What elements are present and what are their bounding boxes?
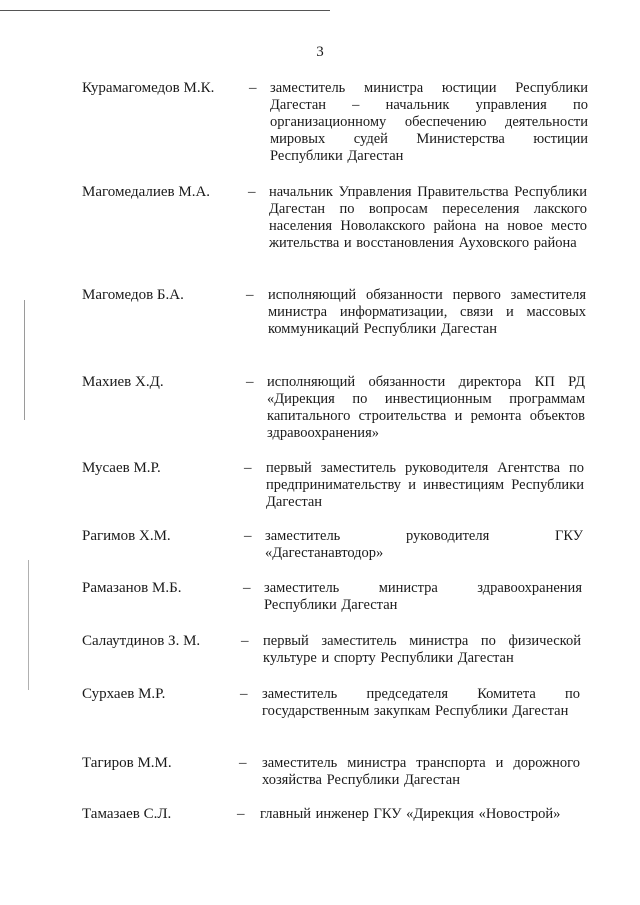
separator-dash: – xyxy=(248,184,256,200)
position-description: заместитель руководителя ГКУ «Дагестанавтодор» xyxy=(265,528,583,561)
position-description: исполняющий обязанности первого заместителя министра информатизации, связи и массовых коммуникаций Республики Дагестан xyxy=(268,287,586,337)
position-description: первый заместитель министра по физической культуре и спорту Республики Дагестан xyxy=(263,633,581,666)
person-name: Курамагомедов М.К. xyxy=(82,80,215,96)
scan-border-line xyxy=(0,10,330,11)
separator-dash: – xyxy=(246,374,254,390)
separator-dash: – xyxy=(246,287,254,303)
separator-dash: – xyxy=(244,460,252,476)
person-name: Мусаев М.Р. xyxy=(82,460,161,476)
position-description: заместитель председателя Комитета по государственным закупкам Республики Дагестан xyxy=(262,686,580,719)
position-description: первый заместитель руководителя Агентства по предпринимательству и инвестициям Республики Дагестан xyxy=(266,460,584,510)
person-name: Магомедов Б.А. xyxy=(82,287,184,303)
person-name: Сурхаев М.Р. xyxy=(82,686,166,702)
separator-dash: – xyxy=(249,80,257,96)
separator-dash: – xyxy=(243,580,251,596)
separator-dash: – xyxy=(241,633,249,649)
person-name: Тамазаев С.Л. xyxy=(82,806,172,822)
person-name: Магомедалиев М.А. xyxy=(82,184,211,200)
person-name: Рамазанов М.Б. xyxy=(82,580,182,596)
scan-edge-mark xyxy=(24,300,25,420)
person-name: Рагимов Х.М. xyxy=(82,528,171,544)
separator-dash: – xyxy=(239,755,247,771)
position-description: главный инженер ГКУ «Дирекция «Новострой» xyxy=(260,806,561,822)
position-description: начальник Управления Правительства Республики Дагестан по вопросам переселения лакского населения Новолакского района на новое место жительства и восстановления Ауховского района xyxy=(269,184,587,251)
scan-edge-mark xyxy=(28,560,29,690)
position-description: заместитель министра юстиции Республики Дагестан – начальник управления по организационному обеспечению деятельности мировых судей Министерства юстиции Республики Дагестан xyxy=(270,80,588,164)
separator-dash: – xyxy=(237,806,245,822)
position-description: заместитель министра здравоохранения Республики Дагестан xyxy=(264,580,582,613)
person-name: Тагиров М.М. xyxy=(82,755,172,771)
position-description: исполняющий обязанности директора КП РД «Дирекция по инвестиционным программам капитального строительства и ремонта объектов здравоохранения» xyxy=(267,374,585,441)
position-description: заместитель министра транспорта и дорожного хозяйства Республики Дагестан xyxy=(262,755,580,788)
person-name: Салаутдинов З. М. xyxy=(82,633,201,649)
separator-dash: – xyxy=(244,528,252,544)
separator-dash: – xyxy=(240,686,248,702)
page-number: 3 xyxy=(316,44,324,60)
person-name: Махиев Х.Д. xyxy=(82,374,164,390)
